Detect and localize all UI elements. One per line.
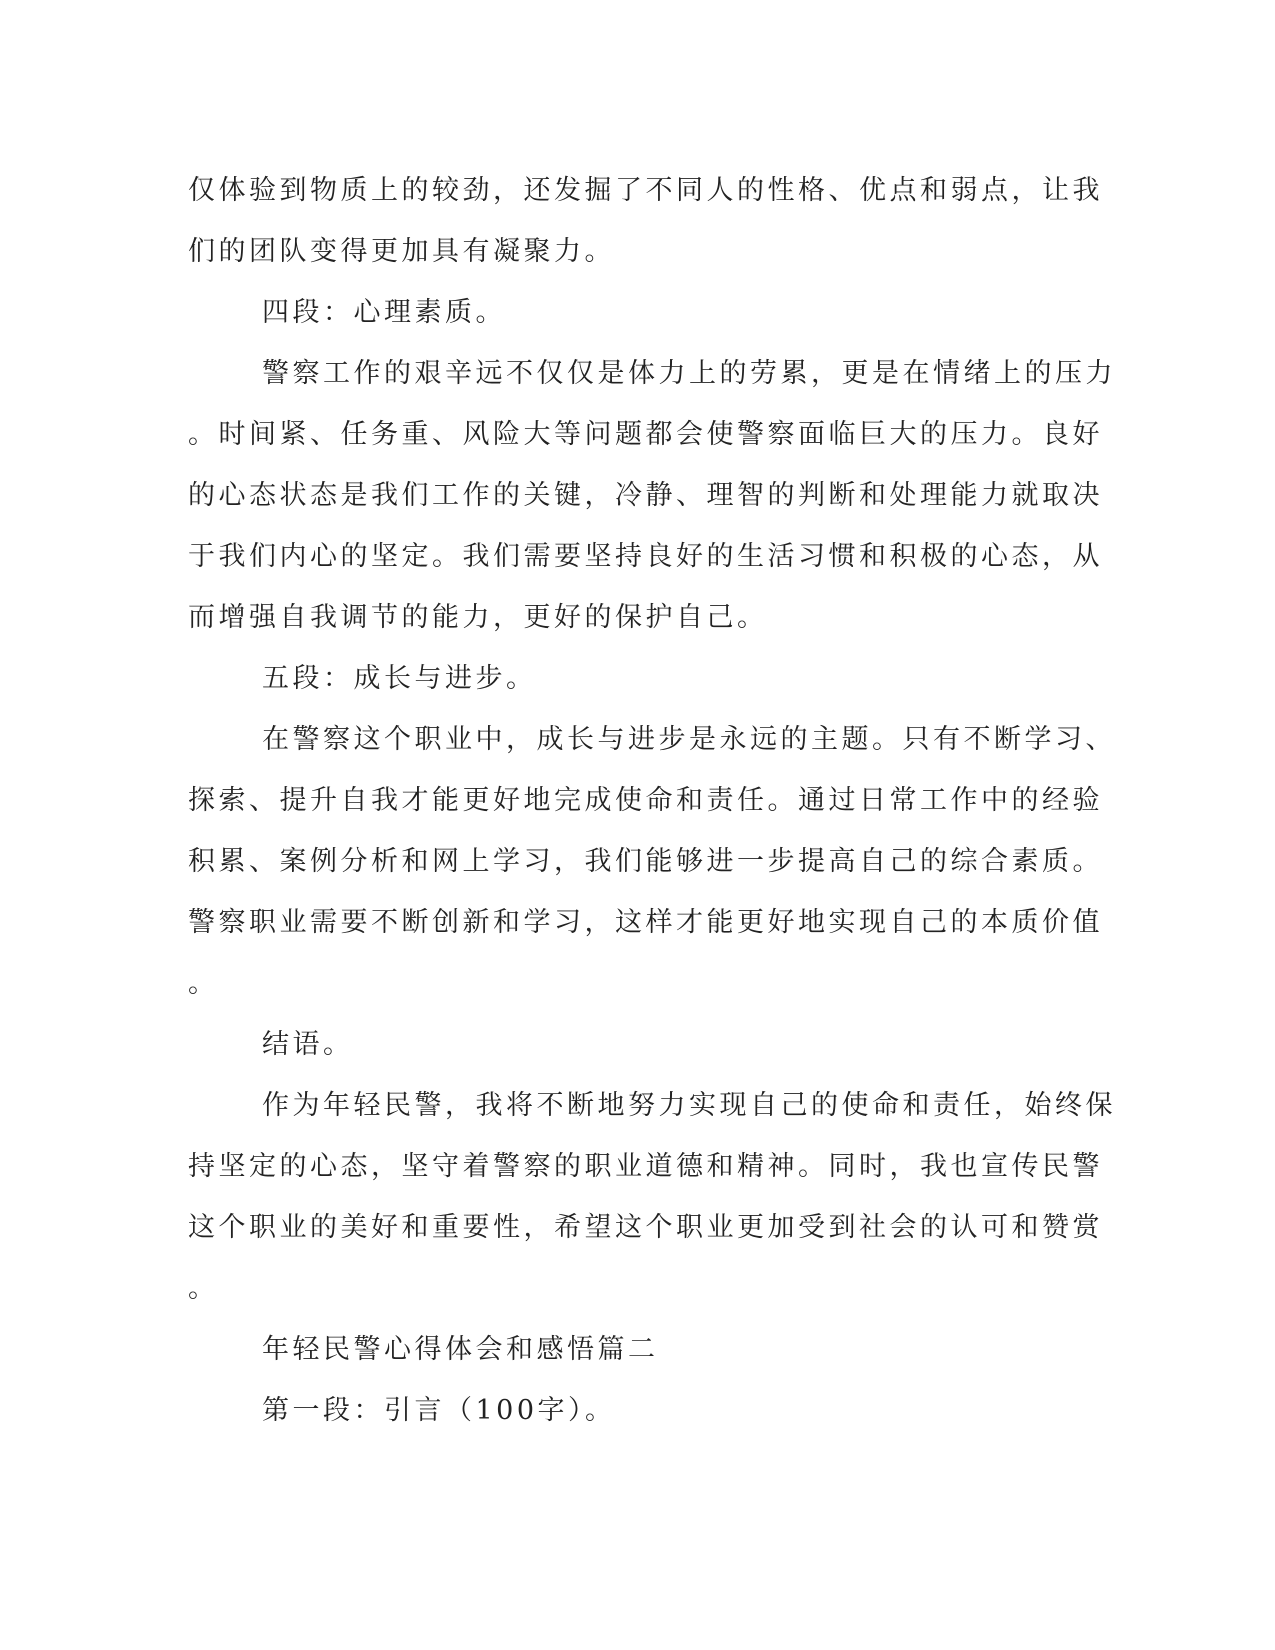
article-title: 年轻民警心得体会和感悟篇二 [262,1334,659,1365]
text-line: 的心态状态是我们工作的关键，冷静、理智的判断和处理能力就取决 [188,480,1103,511]
text-line: 们的团队变得更加具有凝聚力。 [188,236,615,267]
text-line: 于我们内心的坚定。我们需要坚持良好的生活习惯和积极的心态，从 [188,541,1103,572]
text-line: 而增强自我调节的能力，更好的保护自己。 [188,602,768,633]
text-line: 探索、提升自我才能更好地完成使命和责任。通过日常工作中的经验 [188,785,1103,816]
text-line: 持坚定的心态，坚守着警察的职业道德和精神。同时，我也宣传民警 [188,1151,1103,1182]
section-heading-conclusion: 结语。 [262,1029,354,1060]
text-line: 仅体验到物质上的较劲，还发掘了不同人的性格、优点和弱点，让我 [188,175,1103,206]
section-heading-four: 四段：心理素质。 [262,297,506,328]
paragraph-start: 在警察这个职业中，成长与进步是永远的主题。只有不断学习、 [262,724,1116,755]
text-line: 。 [188,1273,219,1304]
paragraph-start: 作为年轻民警，我将不断地努力实现自己的使命和责任，始终保 [262,1090,1116,1121]
body-text [188,160,1116,1441]
text-line: 积累、案例分析和网上学习，我们能够进一步提高自己的综合素质。 [188,846,1103,877]
section-heading-one: 第一段：引言（100字）。 [262,1395,616,1426]
text-line: 警察职业需要不断创新和学习，这样才能更好地实现自己的本质价值 [188,907,1103,938]
paragraph-start: 警察工作的艰辛远不仅仅是体力上的劳累，更是在情绪上的压力 [262,358,1116,389]
section-heading-five: 五段：成长与进步。 [262,663,537,694]
text-line: 。时间紧、任务重、风险大等问题都会使警察面临巨大的压力。良好 [188,419,1103,450]
text-line: 。 [188,968,219,999]
text-line: 这个职业的美好和重要性，希望这个职业更加受到社会的认可和赞赏 [188,1212,1103,1243]
